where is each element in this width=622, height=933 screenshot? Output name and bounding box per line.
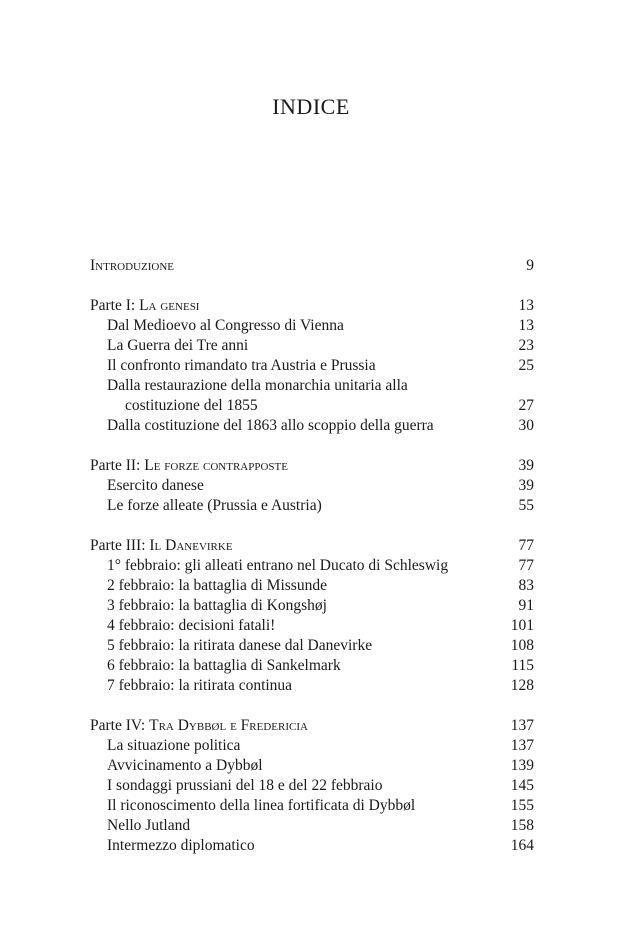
toc-section-parte-4 — [90, 716, 534, 856]
toc-page-number: 27 — [518, 397, 534, 414]
toc-entry-title: 6 febbraio: la battaglia di Sankelmark — [107, 657, 341, 674]
toc-entry-title: Il riconoscimento della linea fortificata di Dybbøl — [107, 797, 416, 814]
toc-entry-title: 2 febbraio: la battaglia di Missunde — [107, 577, 327, 594]
toc-page-number: 13 — [518, 317, 534, 334]
table-of-contents — [90, 256, 534, 876]
toc-section-parte-3 — [90, 536, 534, 696]
toc-entry-title: 1° febbraio: gli alleati entrano nel Ducato di Schleswig — [107, 557, 449, 574]
toc-entry[interactable] — [90, 376, 534, 396]
toc-section-parte-2 — [90, 456, 534, 516]
toc-page-number: 108 — [510, 637, 534, 654]
toc-entry-title: Dalla restaurazione della monarchia unitaria alla — [107, 377, 408, 394]
toc-entry-title: 3 febbraio: la battaglia di Kongshøj — [107, 597, 327, 614]
toc-entry-title: 4 febbraio: decisioni fatali! — [107, 617, 276, 634]
toc-entry[interactable] — [90, 316, 534, 336]
toc-entry-title: La Guerra dei Tre anni — [107, 337, 249, 354]
toc-entry[interactable] — [90, 676, 534, 696]
toc-heading[interactable] — [90, 456, 534, 476]
toc-heading-title: Il Danevirke — [149, 537, 233, 554]
toc-page-number: 91 — [518, 597, 534, 614]
toc-heading[interactable] — [90, 256, 534, 276]
toc-page-number: 13 — [518, 297, 534, 314]
toc-entry-title: Avvicinamento a Dybbøl — [107, 757, 263, 774]
toc-page-number: 39 — [518, 477, 534, 494]
toc-entry[interactable] — [90, 496, 534, 516]
toc-page-number: 30 — [518, 417, 534, 434]
toc-page-number: 155 — [510, 797, 534, 814]
toc-heading[interactable] — [90, 296, 534, 316]
toc-entry[interactable] — [90, 336, 534, 356]
toc-page-number: 25 — [518, 357, 534, 374]
toc-page-number: 9 — [526, 257, 534, 274]
toc-entry[interactable] — [90, 656, 534, 676]
toc-entry-title: Dal Medioevo al Congresso di Vienna — [107, 317, 344, 334]
toc-entry-title: Nello Jutland — [107, 817, 191, 834]
toc-heading-title: Introduzione — [90, 257, 174, 274]
toc-heading-title: Tra Dybbøl e Fredericia — [149, 717, 308, 734]
toc-page-number: 77 — [518, 537, 534, 554]
toc-entry[interactable] — [90, 556, 534, 576]
toc-section-introduction — [90, 256, 534, 276]
toc-entry-title: 5 febbraio: la ritirata danese dal Danevirke — [107, 637, 373, 654]
toc-page-number: 83 — [518, 577, 534, 594]
page-title: INDICE — [272, 94, 350, 119]
toc-entry-continuation[interactable] — [90, 396, 534, 416]
toc-page-number: 128 — [510, 677, 534, 694]
toc-heading[interactable] — [90, 716, 534, 736]
toc-heading-title: Le forze contrapposte — [144, 457, 288, 474]
toc-page-number: 164 — [510, 837, 534, 854]
toc-page-number: 158 — [510, 817, 534, 834]
toc-entry[interactable] — [90, 756, 534, 776]
toc-entry-title: Intermezzo diplomatico — [107, 837, 255, 854]
toc-page-number: 23 — [518, 337, 534, 354]
toc-page-number: 77 — [518, 557, 534, 574]
toc-entry[interactable] — [90, 476, 534, 496]
toc-page-number: 101 — [510, 617, 534, 634]
toc-entry[interactable] — [90, 796, 534, 816]
toc-page-number: 39 — [518, 457, 534, 474]
toc-heading-title: La genesi — [139, 297, 200, 314]
toc-entry[interactable] — [90, 836, 534, 856]
toc-entry[interactable] — [90, 356, 534, 376]
toc-heading[interactable] — [90, 536, 534, 556]
toc-page-number: 115 — [511, 657, 534, 674]
toc-entry-title: Il confronto rimandato tra Austria e Prussia — [107, 357, 376, 374]
toc-entry[interactable] — [90, 616, 534, 636]
toc-heading-prefix: Parte II: — [90, 457, 145, 474]
toc-entry[interactable] — [90, 416, 534, 436]
toc-page-number: 55 — [518, 497, 534, 514]
toc-entry[interactable] — [90, 576, 534, 596]
toc-heading-prefix: Parte I: — [90, 297, 140, 314]
toc-entry-title: I sondaggi prussiani del 18 e del 22 febbraio — [107, 777, 383, 794]
toc-entry-title: 7 febbraio: la ritirata continua — [107, 677, 293, 694]
toc-entry[interactable] — [90, 736, 534, 756]
toc-section-parte-1 — [90, 296, 534, 436]
toc-page-number: 137 — [510, 737, 534, 754]
toc-heading-prefix: Parte III: — [90, 537, 150, 554]
toc-entry[interactable] — [90, 636, 534, 656]
toc-entry-title: La situazione politica — [107, 737, 241, 754]
toc-entry[interactable] — [90, 816, 534, 836]
toc-entry[interactable] — [90, 776, 534, 796]
toc-entry-title: Dalla costituzione del 1863 allo scoppio della guerra — [107, 417, 434, 434]
toc-page-number: 145 — [510, 777, 534, 794]
toc-entry-title: Le forze alleate (Prussia e Austria) — [107, 497, 322, 514]
toc-entry-title: costituzione del 1855 — [125, 397, 258, 414]
toc-entry[interactable] — [90, 596, 534, 616]
toc-heading-prefix: Parte IV: — [90, 717, 150, 734]
toc-page-number: 137 — [510, 717, 534, 734]
toc-entry-title: Esercito danese — [107, 477, 204, 494]
toc-page-number: 139 — [510, 757, 534, 774]
